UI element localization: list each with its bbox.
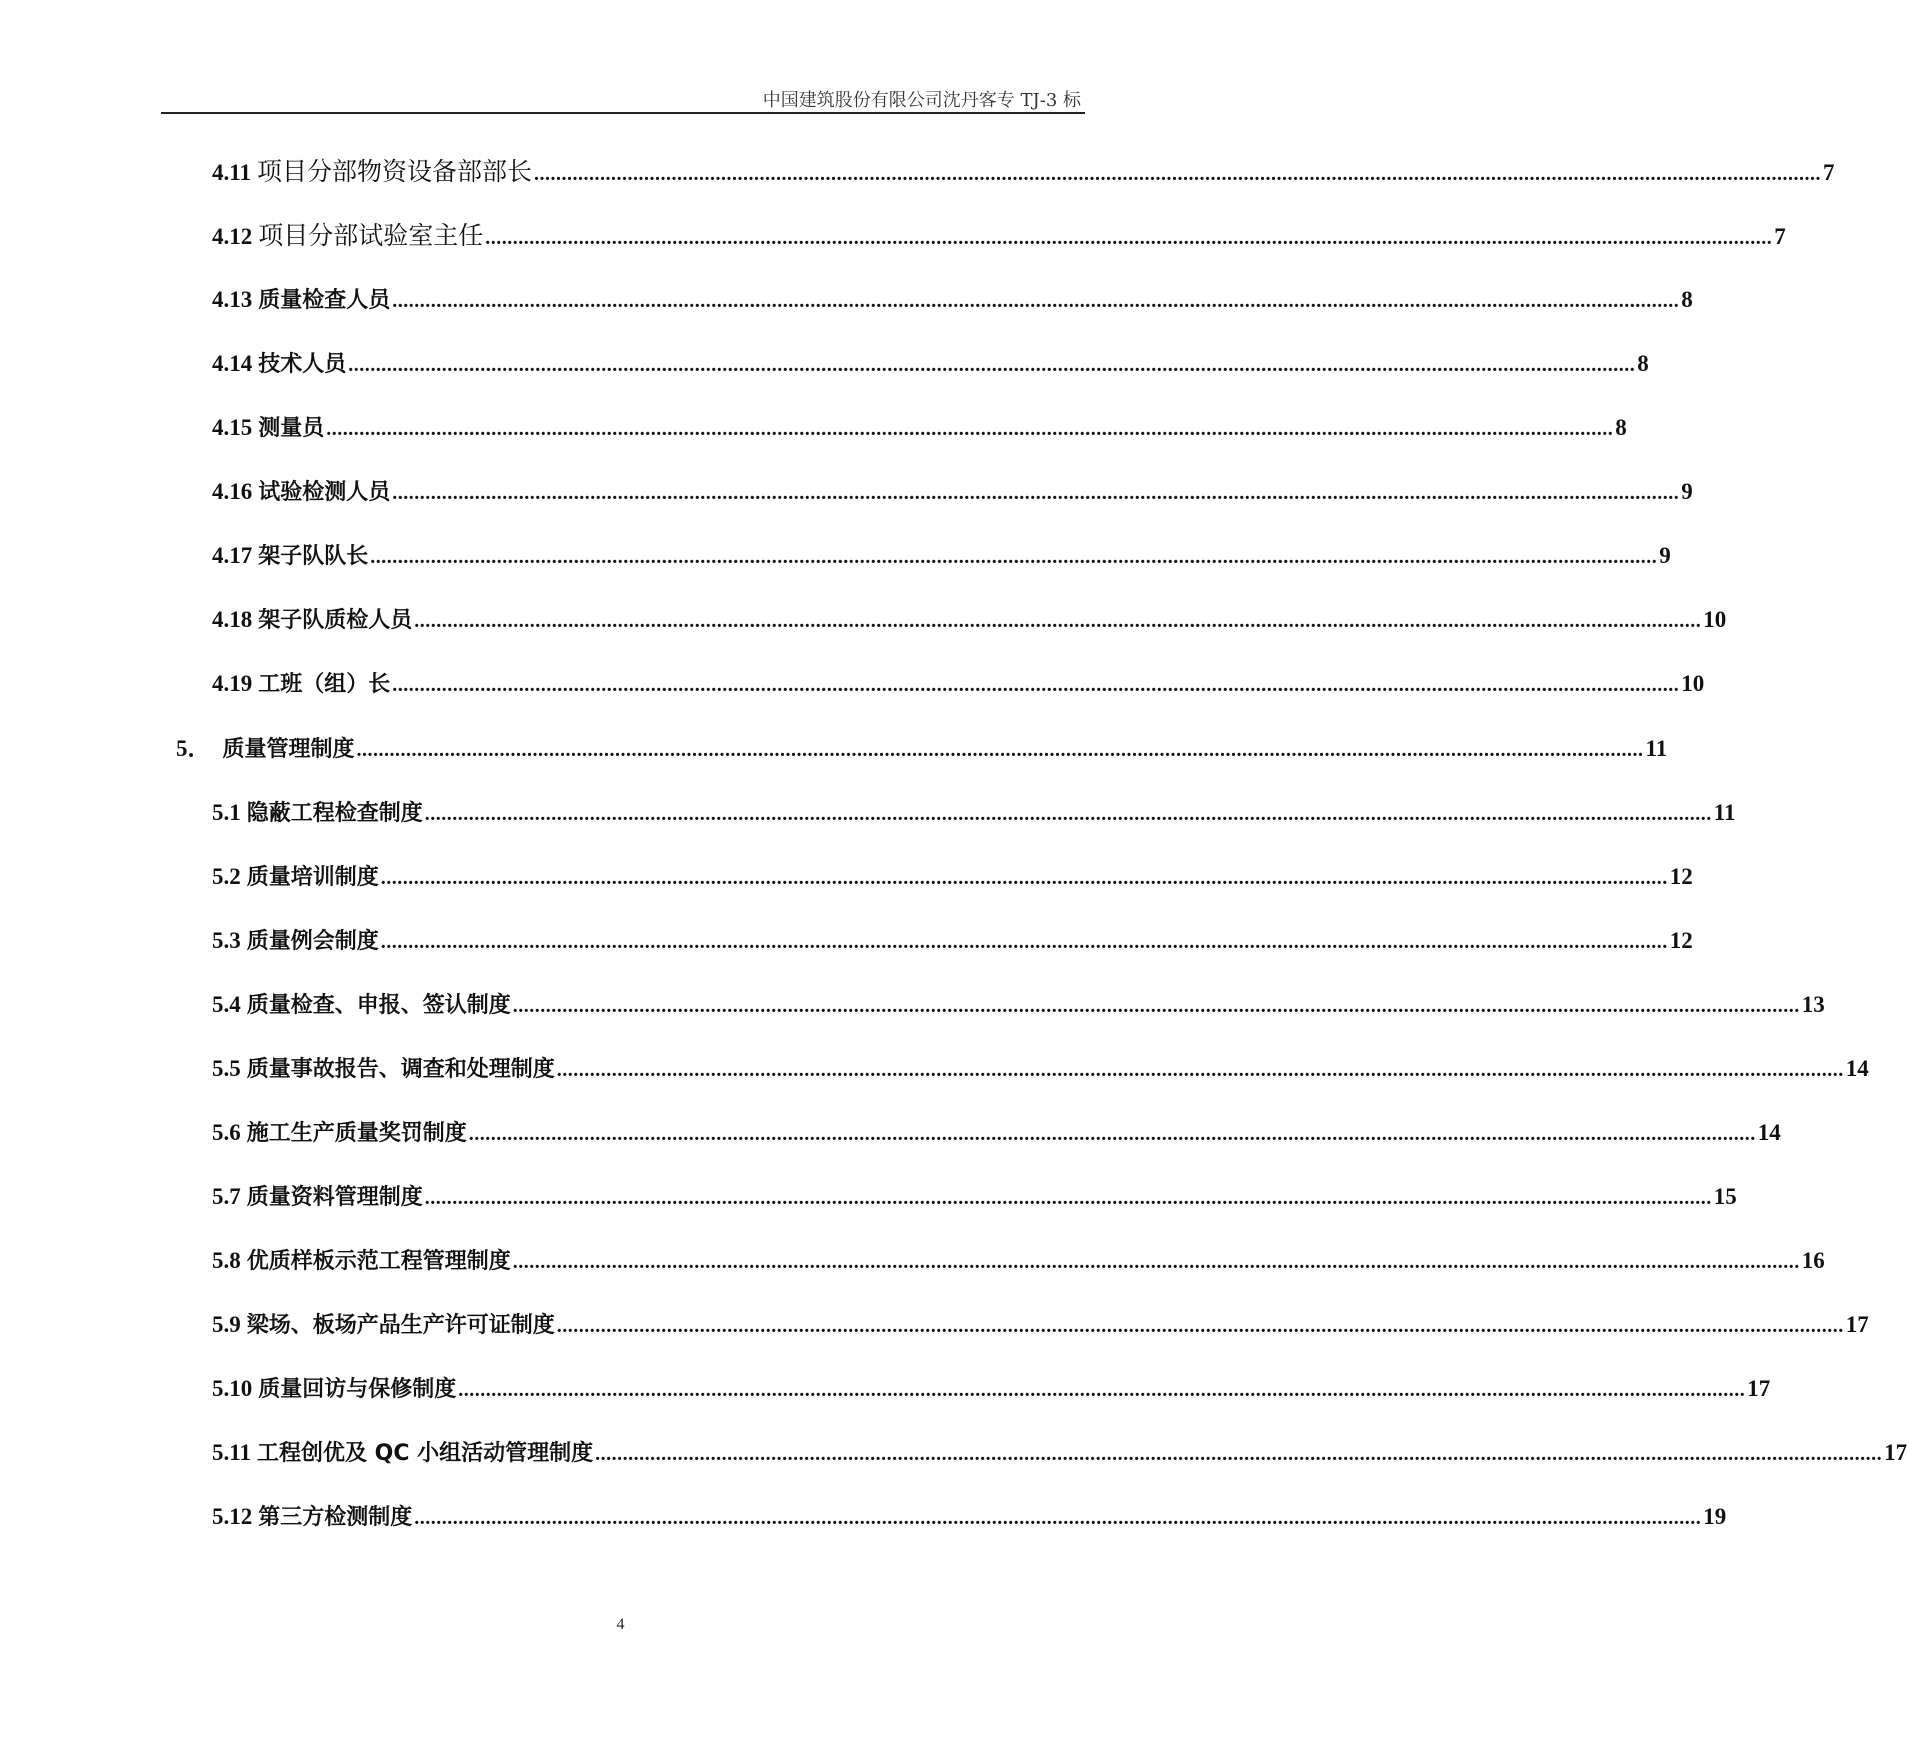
toc-leader-dots: .......................................................................................................................................................................................................................................... xyxy=(556,1059,1844,1081)
toc-entry-page: 17 xyxy=(1884,1440,1907,1465)
toc-leader-dots: .......................................................................................................................................................................................................................................... xyxy=(485,227,1773,249)
toc-entry[interactable] xyxy=(212,536,1671,576)
toc-entry-number: 4.17 xyxy=(212,543,253,568)
toc-entry-number: 5.6 xyxy=(212,1120,241,1145)
toc-entry[interactable] xyxy=(212,344,1649,384)
toc-entry-number: 5.11 xyxy=(212,1440,251,1465)
toc-entry-page: 7 xyxy=(1823,160,1835,185)
toc-entry-title: 测量员 xyxy=(258,416,325,441)
toc-entry[interactable] xyxy=(212,408,1627,448)
toc-entry-number: 4.11 xyxy=(212,160,251,185)
toc-entry-page: 16 xyxy=(1801,1248,1825,1273)
toc-entry-title: 质量事故报告、调查和处理制度 xyxy=(246,1057,555,1082)
toc-leader-dots: .......................................................................................................................................................................................................................................... xyxy=(512,1251,1800,1273)
toc-leader-dots: .......................................................................................................................................................................................................................................... xyxy=(556,1315,1844,1337)
toc-entry[interactable] xyxy=(212,1369,1771,1409)
header-divider xyxy=(161,112,1085,114)
toc-entry-page: 9 xyxy=(1659,543,1671,568)
toc-entry[interactable] xyxy=(212,857,1693,897)
toc-entry[interactable] xyxy=(212,1177,1737,1217)
toc-entry[interactable] xyxy=(212,280,1693,320)
toc-entry[interactable] xyxy=(212,985,1825,1025)
toc-entry-number: 4.12 xyxy=(212,224,253,249)
toc-entry[interactable] xyxy=(212,472,1693,512)
toc-entry-title: 质量回访与保修制度 xyxy=(258,1377,457,1402)
toc-entry-number: 5.4 xyxy=(212,992,241,1017)
toc-entry[interactable] xyxy=(212,152,1835,192)
toc-entry[interactable] xyxy=(212,1241,1825,1281)
toc-entry-page: 12 xyxy=(1669,928,1693,953)
toc-entry-title: 梁场、板场产品生产许可证制度 xyxy=(246,1313,555,1338)
toc-entry-page: 12 xyxy=(1669,864,1693,889)
toc-entry-page: 13 xyxy=(1801,992,1825,1017)
toc-entry-page: 14 xyxy=(1845,1056,1869,1081)
toc-entry-title: 架子队队长 xyxy=(258,544,369,569)
toc-entry-number: 5.2 xyxy=(212,864,241,889)
page-number: 4 xyxy=(616,1616,625,1633)
toc-entry-number: 4.15 xyxy=(212,415,253,440)
toc-entry-title: 项目分部试验室主任 xyxy=(258,221,484,250)
toc-entry[interactable] xyxy=(212,664,1705,704)
toc-entry-number: 5.1 xyxy=(212,800,241,825)
document-header: 中国建筑股份有限公司沈丹客专 TJ-3 标 xyxy=(762,90,1081,111)
toc-leader-dots: .......................................................................................................................................................................................................................................... xyxy=(468,1123,1756,1145)
toc-entry-number: 5． xyxy=(176,736,211,761)
toc-entry-page: 9 xyxy=(1681,479,1693,504)
toc-leader-dots: .......................................................................................................................................................................................................................................... xyxy=(458,1379,1746,1401)
toc-entry[interactable] xyxy=(212,793,1736,833)
toc-leader-dots: .......................................................................................................................................................................................................................................... xyxy=(356,739,1644,761)
toc-entry[interactable] xyxy=(212,600,1727,640)
toc-entry[interactable] xyxy=(212,1497,1727,1537)
toc-leader-dots: .......................................................................................................................................................................................................................................... xyxy=(380,931,1668,953)
toc-leader-dots: .......................................................................................................................................................................................................................................... xyxy=(414,1507,1702,1529)
toc-entry-page: 10 xyxy=(1703,607,1727,632)
toc-leader-dots: .......................................................................................................................................................................................................................................... xyxy=(392,482,1680,504)
toc-entry-title: 项目分部物资设备部部长 xyxy=(256,157,532,186)
toc-entry-page: 11 xyxy=(1645,736,1668,761)
toc-entry-number: 4.13 xyxy=(212,287,253,312)
toc-entry-number: 5.10 xyxy=(212,1376,253,1401)
toc-entry-number: 4.18 xyxy=(212,607,253,632)
toc-leader-dots: .......................................................................................................................................................................................................................................... xyxy=(326,418,1614,440)
toc-leader-dots: .......................................................................................................................................................................................................................................... xyxy=(424,803,1712,825)
toc-leader-dots: .......................................................................................................................................................................................................................................... xyxy=(392,674,1680,696)
toc-entry-number: 5.12 xyxy=(212,1504,253,1529)
toc-entry-number: 5.5 xyxy=(212,1056,241,1081)
toc-chapter-entry[interactable] xyxy=(176,729,1668,769)
toc-entry[interactable] xyxy=(212,1049,1869,1089)
toc-entry-page: 7 xyxy=(1774,224,1786,249)
toc-entry-title: 质量管理制度 xyxy=(222,737,355,762)
toc-entry-page: 19 xyxy=(1703,1504,1727,1529)
toc-entry-number: 5.3 xyxy=(212,928,241,953)
toc-entry-title: 架子队质检人员 xyxy=(258,608,413,633)
toc-entry-title: 隐蔽工程检查制度 xyxy=(246,801,423,826)
toc-leader-dots: .......................................................................................................................................................................................................................................... xyxy=(414,610,1702,632)
toc-entry-number: 5.8 xyxy=(212,1248,241,1273)
toc-entry-number: 4.19 xyxy=(212,671,253,696)
toc-leader-dots: .......................................................................................................................................................................................................................................... xyxy=(424,1187,1712,1209)
toc-leader-dots: .......................................................................................................................................................................................................................................... xyxy=(595,1443,1883,1465)
toc-leader-dots: .......................................................................................................................................................................................................................................... xyxy=(534,163,1821,185)
toc-entry-page: 17 xyxy=(1747,1376,1771,1401)
toc-entry-title: 第三方检测制度 xyxy=(258,1505,413,1530)
toc-entry-title: 技术人员 xyxy=(258,352,347,377)
toc-entry-page: 17 xyxy=(1845,1312,1869,1337)
toc-entry-title: 工程创优及 QC 小组活动管理制度 xyxy=(256,1441,594,1466)
toc-entry-number: 5.7 xyxy=(212,1184,241,1209)
toc-leader-dots: .......................................................................................................................................................................................................................................... xyxy=(370,546,1658,568)
toc-leader-dots: .......................................................................................................................................................................................................................................... xyxy=(348,354,1636,376)
toc-leader-dots: .......................................................................................................................................................................................................................................... xyxy=(380,867,1668,889)
toc-entry[interactable] xyxy=(212,1305,1869,1345)
toc-entry-title: 优质样板示范工程管理制度 xyxy=(246,1249,511,1274)
toc-entry[interactable] xyxy=(212,921,1693,961)
toc-entry-title: 质量例会制度 xyxy=(246,929,379,954)
toc-entry-title: 试验检测人员 xyxy=(258,480,391,505)
toc-leader-dots: .......................................................................................................................................................................................................................................... xyxy=(512,995,1800,1017)
toc-entry-page: 8 xyxy=(1681,287,1693,312)
toc-entry[interactable] xyxy=(212,1113,1781,1153)
toc-entry-page: 8 xyxy=(1637,351,1649,376)
toc-entry-title: 工班（组）长 xyxy=(258,672,391,697)
toc-entry-title: 质量检查、申报、签认制度 xyxy=(246,993,511,1018)
toc-entry-title: 质量培训制度 xyxy=(246,865,379,890)
toc-entry-number: 4.16 xyxy=(212,479,253,504)
toc-entry-page: 15 xyxy=(1713,1184,1737,1209)
toc-entry-page: 11 xyxy=(1713,800,1736,825)
toc-leader-dots: .......................................................................................................................................................................................................................................... xyxy=(392,290,1680,312)
toc-entry[interactable] xyxy=(212,216,1786,256)
toc-entry-title: 施工生产质量奖罚制度 xyxy=(246,1121,467,1146)
toc-entry-page: 10 xyxy=(1681,671,1705,696)
toc-entry-page: 14 xyxy=(1757,1120,1781,1145)
toc-entry-title: 质量资料管理制度 xyxy=(246,1185,423,1210)
toc-entry-page: 8 xyxy=(1615,415,1627,440)
toc-entry-number: 5.9 xyxy=(212,1312,241,1337)
toc-entry[interactable] xyxy=(212,1433,1907,1473)
toc-entry-number: 4.14 xyxy=(212,351,253,376)
toc-entry-title: 质量检查人员 xyxy=(258,288,391,313)
